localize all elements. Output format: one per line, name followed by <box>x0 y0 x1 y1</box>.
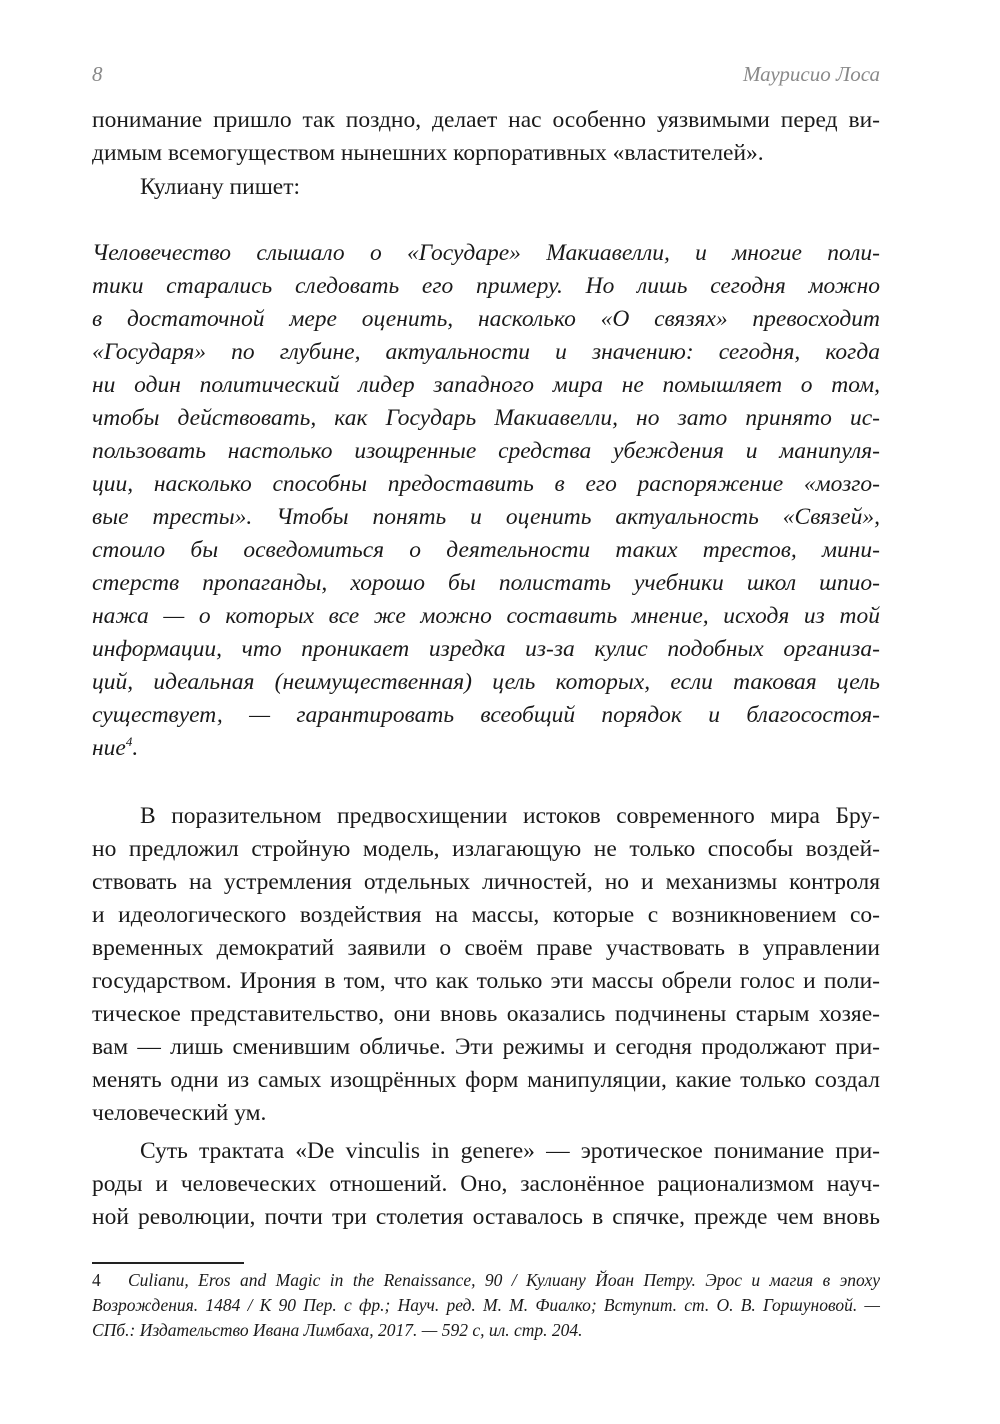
text-line: существует, — гарантировать всеобщий порядок и благосостоя- <box>92 702 880 728</box>
text-line: «Государя» по глубине, актуальности и значению: сегодня, когда <box>92 339 880 365</box>
text-line: тическое представительство, они вновь оказались подчинены старым хозяе- <box>92 1001 880 1027</box>
paragraph <box>92 1135 880 1234</box>
footnote-text: Culianu, Eros and Magic in the Renaissance, 90 / Кулиану Йоан Петру. Эрос и магия в эпоху <box>128 1270 880 1290</box>
footnote-line: СПб.: Издательство Ивана Лимбаха, 2017. — 592 с, ил. стр. 204. <box>92 1320 583 1340</box>
text-line: временных демократий заявили о своём праве участвовать в управлении <box>92 935 880 961</box>
footnote <box>92 1268 880 1343</box>
punctuation: . <box>132 735 139 761</box>
text-line: информации, что проникает изредка из-за кулис подобных организа- <box>92 636 880 662</box>
text-line: вые тресты». Чтобы понять и оценить актуальность «Связей», <box>92 504 880 530</box>
text-line: ни один политический лидер западного мира не помышляет о том, <box>92 372 880 398</box>
footnote-reference[interactable]: 4 <box>125 734 133 750</box>
text-line: В поразительном предвосхищении истоков современного мира Бру- <box>140 803 880 829</box>
text-line: пользовать настолько изощренные средства убеждения и манипуля- <box>92 438 880 464</box>
block-quote <box>92 237 880 765</box>
text-line: димым всемогуществом нынешних корпоративных «властителей». <box>92 140 764 166</box>
text-line: Суть трактата «De vinculis in genere» — эротическое понимание при- <box>140 1138 880 1164</box>
text-line: понимание пришло так поздно, делает нас особенно уязвимыми перед ви- <box>92 107 880 133</box>
text-line: вам — лишь сменившим обличье. Эти режимы и сегодня продолжают при- <box>92 1034 880 1060</box>
text-line: но предложил стройную модель, излагающую не только способы воздей- <box>92 836 880 862</box>
paragraph <box>92 800 880 1130</box>
text-line: Человечество слышало о «Государе» Макиавелли, и многие поли- <box>92 240 880 266</box>
footnote-rule <box>92 1262 244 1264</box>
footnote-line: Возрождения. 1484 / К 90 Пер. с фр.; Науч. ред. М. М. Фиалко; Вступит. ст. О. В. Горшуновой. — <box>92 1295 880 1315</box>
text-line: нажа — о которых все же можно составить мнение, исходя из той <box>92 603 880 629</box>
page-number: 8 <box>92 62 103 86</box>
text-line: менять одни из самых изощрённых форм манипуляции, какие только создал <box>92 1067 880 1093</box>
text-line: ций, идеальная (неимущественная) цель которых, если таковая цель <box>92 669 880 695</box>
text-line <box>92 732 880 765</box>
footnote-line <box>92 1268 880 1293</box>
text-line: Кулиану пишет: <box>140 174 301 200</box>
text-line: государством. Ирония в том, что как только эти массы обрели голос и поли- <box>92 968 880 994</box>
text-line: стоило бы осведомиться о деятельности таких трестов, мини- <box>92 537 880 563</box>
paragraph-continuation <box>92 104 880 170</box>
text-line: стерств пропаганды, хорошо бы полистать учебники школ шпио- <box>92 570 880 596</box>
text-line: ции, насколько способны предоставить в его распоряжение «мозго- <box>92 471 880 497</box>
text-line: ствовать на устремления отдельных личностей, но и механизмы контроля <box>92 869 880 895</box>
footnote-number: 4 <box>92 1270 101 1290</box>
text-line: в достаточной мере оценить, насколько «О связях» превосходит <box>92 306 880 332</box>
text-line: чтобы действовать, как Государь Макиавелли, но зато принято ис- <box>92 405 880 431</box>
quote-intro <box>92 171 880 204</box>
text-line: ной революции, почти три столетия оставалось в спячке, прежде чем вновь <box>92 1204 880 1230</box>
text-line: тики старались следовать его примеру. Но лишь сегодня можно <box>92 273 880 299</box>
text-line: человеческий ум. <box>92 1100 267 1126</box>
text-line: роды и человеческих отношений. Оно, заслонённое рационализмом науч- <box>92 1171 880 1197</box>
running-head: Маурисио Лоса <box>742 62 880 86</box>
text-line: и идеологического воздействия на массы, которые с возникновением со- <box>92 902 880 928</box>
text-line-text: ние <box>92 735 126 761</box>
